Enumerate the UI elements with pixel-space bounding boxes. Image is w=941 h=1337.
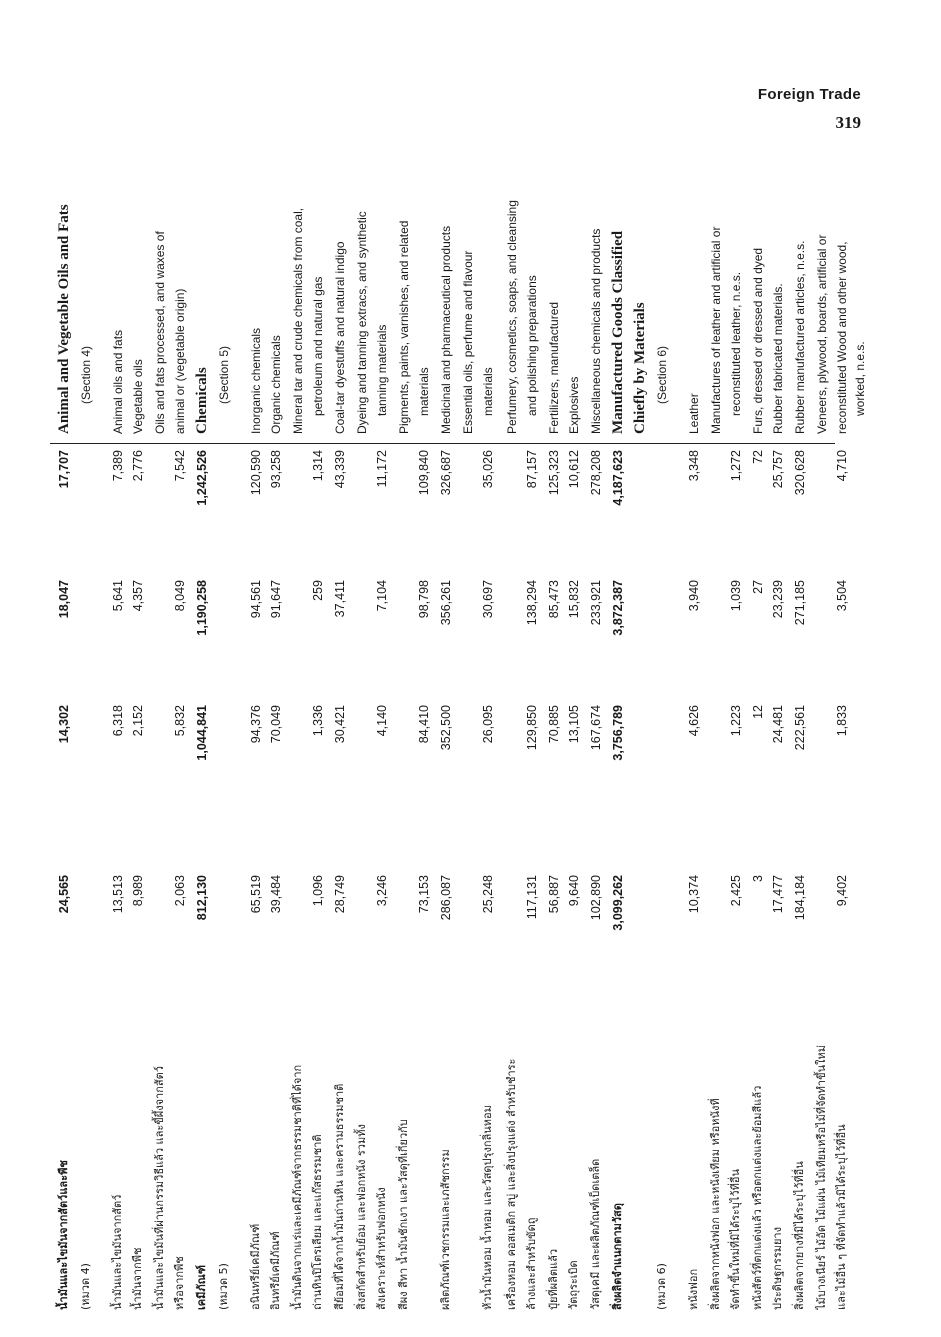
value-col-2: 4,140	[375, 705, 389, 737]
value-col-3: 1,039	[729, 580, 743, 612]
table-row	[608, 160, 628, 1310]
value-col-4: 278,208	[589, 450, 603, 496]
value-col-2: 13,105	[567, 705, 581, 744]
table-row	[726, 160, 746, 1310]
table-row	[564, 160, 584, 1310]
table-row	[748, 160, 768, 1310]
table-row	[478, 160, 498, 1310]
english-label: Inorganic chemicals	[249, 327, 263, 434]
table-row	[812, 160, 832, 1310]
value-col-2: 26,095	[481, 705, 495, 744]
english-label: (Section 5)	[217, 345, 231, 404]
thai-label: ประดิษฐกรรมยาง	[771, 1227, 784, 1310]
value-col-3: 3,872,387	[611, 580, 625, 636]
value-col-2: 222,561	[793, 705, 807, 751]
table-row	[394, 160, 414, 1310]
thai-label: อนินทรีย์เคมีภัณฑ์	[249, 1223, 262, 1310]
thai-label: สิ่งผลิตจากยางที่มิได้ระบุไว้ที่อื่น	[793, 1161, 806, 1310]
value-col-3: 18,047	[57, 580, 71, 619]
english-label: Manufactures of leather and artificial or	[709, 226, 723, 434]
table-row	[502, 160, 522, 1310]
thai-label: หรือจากพืช	[173, 1256, 186, 1310]
value-col-3: 37,411	[333, 580, 347, 618]
thai-label: หนังสัตว์ที่ตกแต่งแล้ว หรือตกแต่งและย้อมสีแล้ว	[751, 1085, 764, 1310]
thai-label: น้ำมันจากพืช	[131, 1247, 144, 1310]
thai-label: (หมวด 6)	[655, 1263, 668, 1310]
english-label: animal or (vegetable origin)	[173, 288, 187, 434]
table-row	[414, 160, 434, 1310]
value-col-1: 3,246	[375, 875, 389, 907]
english-label: Rubber fabricated materials.	[771, 283, 785, 434]
value-col-3: 3,940	[687, 580, 701, 612]
english-label: Chemicals	[194, 367, 210, 434]
value-col-1: 2,063	[173, 875, 187, 907]
english-label: petroleum and natural gas	[311, 276, 325, 416]
running-header: Foreign Trade	[757, 86, 861, 103]
value-col-4: 109,840	[417, 450, 431, 496]
value-col-4: 72	[751, 450, 765, 464]
value-col-1: 286,087	[439, 875, 453, 921]
table-row	[108, 160, 128, 1310]
thai-label: สีผง สีทา น้ำมันชักเงา และวัสดุที่เกี่ยวกับ	[397, 1119, 410, 1310]
thai-label: น้ำมันและไขมันจากสัตว์	[111, 1194, 124, 1310]
english-label: reconstituted leather, n.e.s.	[729, 271, 743, 416]
english-label: Mineral tar and crude chemicals from coal,	[291, 207, 305, 434]
value-col-1: 9,640	[567, 875, 581, 907]
thai-label: เคมีภัณฑ์	[195, 1265, 208, 1310]
table-row	[76, 160, 96, 1310]
table-row	[372, 160, 392, 1310]
value-col-1: 73,153	[417, 875, 431, 914]
value-col-4: 1,314	[311, 450, 325, 482]
value-col-2: 129,850	[525, 705, 539, 751]
value-col-2: 14,302	[57, 705, 71, 744]
value-col-4: 320,628	[793, 450, 807, 496]
thai-label: สิ่งผลิตจากหนังฟอก และหนังเทียม หรือหนังที่	[709, 1098, 722, 1310]
english-label: Perfumery, cosmetics, soaps, and cleansing	[505, 200, 519, 434]
value-col-3: 5,641	[111, 580, 125, 612]
value-col-4: 7,389	[111, 450, 125, 482]
value-col-3: 356,261	[439, 580, 453, 626]
value-col-3: 85,473	[547, 580, 561, 619]
value-col-3: 7,104	[375, 580, 389, 612]
thai-label: น้ำมันและไขมันจากสัตว์และพืช	[57, 1160, 70, 1310]
english-label: Leather	[687, 393, 701, 434]
value-col-3: 91,647	[269, 580, 283, 619]
value-col-2: 1,833	[835, 705, 849, 737]
value-col-2: 12	[751, 705, 765, 719]
value-col-3: 3,504	[835, 580, 849, 612]
table-row	[850, 160, 870, 1310]
value-col-1: 65,519	[249, 875, 263, 914]
value-col-1: 3	[751, 875, 765, 882]
english-label: Medicinal and pharmaceutical products	[439, 225, 453, 434]
value-col-2: 1,336	[311, 705, 325, 737]
value-col-3: 1,190,258	[195, 580, 209, 636]
value-col-4: 10,612	[567, 450, 581, 489]
value-col-3: 30,697	[481, 580, 495, 619]
value-col-3: 98,798	[417, 580, 431, 619]
english-label: Fertilizers, manufactured	[547, 301, 561, 434]
value-col-2: 84,410	[417, 705, 431, 744]
table-row	[832, 160, 852, 1310]
english-label: (Section 6)	[655, 345, 669, 404]
english-label: Furs, dressed or dressed and dyed	[751, 247, 765, 434]
value-col-3: 8,049	[173, 580, 187, 612]
english-label: Manufactured Goods Classified	[610, 230, 626, 434]
value-col-4: 7,542	[173, 450, 187, 482]
value-col-1: 2,425	[729, 875, 743, 907]
thai-label: สังเคราะห์สำหรับฟอกหนัง	[375, 1187, 388, 1310]
value-col-2: 352,500	[439, 705, 453, 751]
english-label: Essential oils, perfume and flavour	[461, 250, 475, 434]
value-col-2: 167,674	[589, 705, 603, 751]
value-col-1: 17,477	[771, 875, 785, 914]
value-col-3: 23,239	[771, 580, 785, 619]
english-label: Rubber manufactured articles, n.e.s.	[793, 240, 807, 434]
table-row	[436, 160, 456, 1310]
value-col-2: 1,223	[729, 705, 743, 737]
table-row	[652, 160, 672, 1310]
english-label: Coal-tar dyestuffs and natural indigo	[333, 241, 347, 434]
value-col-2: 2,152	[131, 705, 145, 737]
table-row	[246, 160, 266, 1310]
thai-label: (หมวด 4)	[79, 1263, 92, 1310]
value-col-4: 25,757	[771, 450, 785, 489]
value-col-1: 117,131	[525, 875, 539, 920]
table-row	[544, 160, 564, 1310]
value-col-1: 56,887	[547, 875, 561, 914]
value-col-2: 5,832	[173, 705, 187, 737]
table-row	[192, 160, 212, 1310]
thai-label: สิ่งผลิตจำแนกตามวัสดุ	[611, 1203, 624, 1310]
thai-label: ผลิตภัณฑ์เวชกรรมและเภสัชกรรม	[439, 1149, 452, 1310]
value-col-4: 17,707	[57, 450, 71, 489]
table-row	[170, 160, 190, 1310]
english-label: Vegetable oils	[131, 359, 145, 434]
english-label: reconstituted Wood and other wood,	[835, 241, 849, 434]
thai-label: จัดทำขึ้นใหม่ที่มิได้ระบุไว้ที่อื่น	[729, 1169, 742, 1310]
thai-label: วัสดุเคมี และผลิตภัณฑ์เบ็ดเตล็ด	[589, 1158, 602, 1310]
thai-label: สีย้อมที่ได้จากน้ำมันถ่านหิน และครามธรรมชาติ	[333, 1083, 346, 1310]
table-row	[586, 160, 606, 1310]
thai-label: และไม้อื่น ๆ ที่จัดทำแล้วมิได้ระบุไว้ที่อื่น	[835, 1124, 848, 1310]
value-col-4: 43,339	[333, 450, 347, 489]
value-col-2: 6,318	[111, 705, 125, 737]
table-row	[330, 160, 350, 1310]
value-col-2: 1,044,841	[195, 705, 209, 761]
english-label: Pigments, paints, varnishes, and related	[397, 220, 411, 434]
value-col-4: 326,687	[439, 450, 453, 496]
value-col-1: 812,130	[195, 875, 209, 921]
value-col-1: 9,402	[835, 875, 849, 907]
table-row	[458, 160, 478, 1310]
table-row	[630, 160, 650, 1310]
thai-label: วัตถุระเบิด	[567, 1260, 580, 1310]
english-label: worked, n.e.s.	[853, 341, 867, 416]
value-col-4: 35,026	[481, 450, 495, 489]
english-label: Oils and fats processed, and waxes of	[153, 231, 167, 434]
thai-label: หนังฟอก	[687, 1268, 700, 1310]
value-col-3: 15,832	[567, 580, 581, 619]
value-col-1: 10,374	[687, 875, 701, 914]
thai-label: ปุ๋ยที่ผลิตแล้ว	[547, 1248, 560, 1310]
value-col-4: 1,242,526	[195, 450, 209, 506]
value-col-2: 30,421	[333, 705, 347, 744]
english-label: Animal oils and fats	[111, 329, 125, 434]
value-col-4: 4,710	[835, 450, 849, 482]
value-col-2: 3,756,789	[611, 705, 625, 761]
english-label: Veneers, plywood, boards, artificial or	[815, 234, 829, 434]
value-col-3: 259	[311, 580, 325, 601]
value-col-3: 233,921	[589, 580, 603, 626]
thai-label: ล้างและสำหรับขัดถู	[525, 1217, 538, 1310]
thai-label: อินทรีย์เคมีภัณฑ์	[269, 1231, 282, 1310]
thai-label: เครื่องหอม คอสเมติก สบู่ และสิ่งปรุงแต่ง สำหรับชำระ	[505, 1058, 518, 1310]
rotated-trade-table	[50, 160, 867, 1310]
table-row	[54, 160, 74, 1310]
value-col-4: 3,348	[687, 450, 701, 482]
thai-label: น้ำมันดินจากแร่และเคมีภัณฑ์จากธรรมชาติที่ได้จาก	[291, 1064, 304, 1310]
english-label: Chiefly by Materials	[632, 302, 648, 434]
thai-label: ไม้บางเนียร์ ไม้อัด ไม้แผ่น ไม้เทียมหรือไม้ที่จัดทำขึ้นใหม่	[815, 1044, 828, 1310]
table-row	[288, 160, 308, 1310]
value-col-4: 125,323	[547, 450, 561, 496]
thai-label: ถ่านหินปิโตรเลียม และแก๊สธรรมชาติ	[311, 1134, 324, 1310]
thai-label: (หมวด 5)	[217, 1263, 230, 1310]
value-col-4: 11,172	[375, 450, 389, 488]
value-col-4: 87,157	[525, 450, 539, 489]
value-col-2: 70,885	[547, 705, 561, 744]
english-label: Organic chemicals	[269, 335, 283, 434]
value-col-3: 4,357	[131, 580, 145, 612]
value-col-1: 1,096	[311, 875, 325, 907]
table-row	[768, 160, 788, 1310]
thai-label: สิ่งสกัดสำหรับย้อม และฟอกหนัง รวมทั้ง	[355, 1124, 368, 1310]
english-label: Miscellaneous chemicals and products	[589, 228, 603, 434]
table-row	[706, 160, 726, 1310]
value-col-1: 39,484	[269, 875, 283, 914]
value-col-2: 94,376	[249, 705, 263, 744]
english-label: materials	[481, 367, 495, 416]
english-label: materials	[417, 367, 431, 416]
value-col-4: 2,776	[131, 450, 145, 482]
value-col-4: 120,590	[249, 450, 263, 496]
value-col-2: 70,049	[269, 705, 283, 744]
table-row	[352, 160, 372, 1310]
english-label: Explosives	[567, 376, 581, 434]
table-row	[128, 160, 148, 1310]
thai-label: หัวน้ำมันหอม น้ำหอม และวัสดุปรุงกลิ่นหอม	[481, 1105, 494, 1310]
page-number: 319	[835, 113, 861, 132]
value-col-1: 184,184	[793, 875, 807, 921]
value-col-3: 94,561	[249, 580, 263, 619]
value-col-1: 102,890	[589, 875, 603, 921]
value-col-1: 8,989	[131, 875, 145, 907]
value-col-1: 13,513	[111, 875, 125, 914]
value-col-4: 1,272	[729, 450, 743, 482]
thai-label: น้ำมันและไขมันที่ผ่านกรรมวิธีแล้ว และขี้ผึ้งจากสัตว์	[153, 1066, 166, 1310]
table-row	[790, 160, 810, 1310]
value-col-2: 4,626	[687, 705, 701, 737]
value-col-1: 3,099,262	[611, 875, 625, 931]
english-label: Animal and Vegetable Oils and Fats	[56, 204, 72, 434]
table-row	[150, 160, 170, 1310]
value-col-3: 138,294	[525, 580, 539, 626]
value-col-2: 24,481	[771, 705, 785, 744]
table-row	[522, 160, 542, 1310]
value-col-3: 271,185	[793, 580, 807, 626]
value-col-4: 93,258	[269, 450, 283, 489]
english-label: and polishing preparations	[525, 275, 539, 416]
value-col-3: 27	[751, 580, 765, 594]
value-col-1: 24,565	[57, 875, 71, 914]
english-label: Dyeing and tanning extracs, and synthetic	[355, 211, 369, 434]
table-row	[684, 160, 704, 1310]
english-label: tanning materials	[375, 324, 389, 416]
value-col-1: 25,248	[481, 875, 495, 914]
table-row	[214, 160, 234, 1310]
value-col-4: 4,187,623	[611, 450, 625, 506]
english-label: (Section 4)	[79, 345, 93, 404]
value-col-1: 28,749	[333, 875, 347, 914]
table-row	[308, 160, 328, 1310]
table-row	[266, 160, 286, 1310]
